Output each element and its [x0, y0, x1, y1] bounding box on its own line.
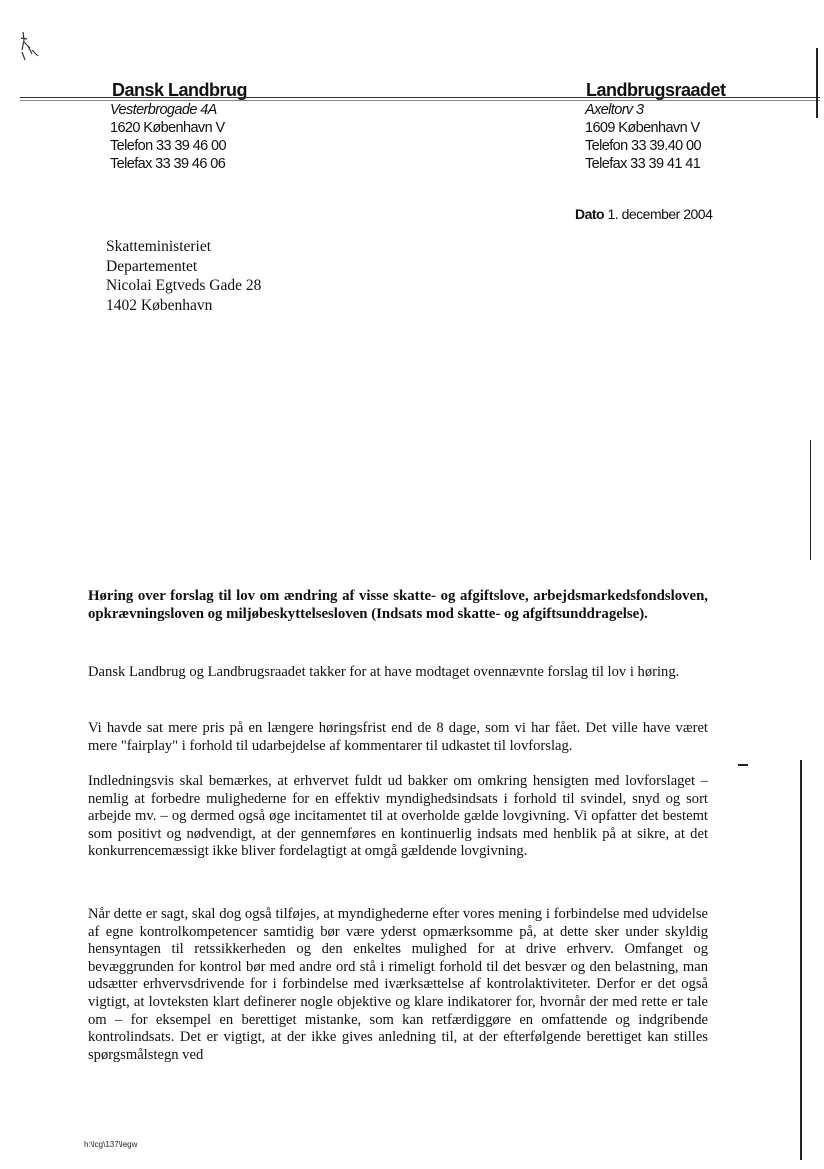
- sender-left-street: Vesterbrogade 4A: [110, 102, 217, 118]
- sender-right-phone: Telefon 33 39.40 00: [585, 138, 701, 154]
- subject-heading: Høring over forslag til lov om ændring af visse skatte- og afgiftslove, arbejdsmarkedsfondsloven, opkrævningsloven og miljøbeskyttelsesloven (Indsats mod skatte- og afgiftsunddragelse).: [88, 588, 708, 622]
- scan-edge-mark-1: [816, 48, 818, 118]
- sender-right-city: 1609 København V: [585, 120, 700, 136]
- sender-left-address: [110, 101, 226, 173]
- sender-right-fax: Telefax 33 39 41 41: [585, 156, 701, 172]
- scan-mark-icon: [18, 30, 42, 64]
- sender-right-name: Landbrugsraadet: [586, 80, 726, 100]
- sender-left-phone: Telefon 33 39 46 00: [110, 138, 226, 154]
- sender-right-street: Axeltorv 3: [585, 102, 644, 118]
- sender-left-name: Dansk Landbrug: [112, 80, 248, 100]
- recipient-address: [106, 237, 261, 315]
- footer-file-path: h:\lcg\137\legw: [84, 1140, 138, 1149]
- letterhead-rule-bottom: [20, 100, 820, 101]
- scan-dash-mark: [738, 764, 748, 766]
- body-paragraph-2: Vi havde sat mere pris på en længere høringsfrist end de 8 dage, som vi har fået. Det ville have været mere "fairplay" i forhold til udarbejdelse af kommentarer til udkastet til lovforslag.: [88, 720, 708, 754]
- sender-right-address: [585, 101, 701, 173]
- sender-left-city: 1620 København V: [110, 120, 225, 136]
- body-paragraph-4: Når dette er sagt, skal dog også tilføjes, at myndighederne efter vores mening i forbindelse med udvidelse af egne kontrolkompetencer samtidig bør være yderst opmærksomme på, at dette sker under skyldig hensyntagen til retssikkerheden og den enkeltes mulighed for at drive erhverv. Omfanget og bevæggrunden for kontrol bør med andre ord stå i rimeligt forhold til det besvær og den belastning, man udsætter erhvervsdrivende for i forbindelse med iværksættelse af kontrolaktiviteter. Derfor er det også vigtigt, at lovteksten klart definerer nogle objektive og klare indikatorer for, hvornår der med rette er tale om – for eksempel en berettiget mistanke, som kan retfærdiggøre en omfattende og indgribende kontrolindsats. Det er vigtigt, at der ikke gives anledning til, at der efterfølgende berettiget kan stilles spørgsmålstegn ved: [88, 906, 708, 1063]
- scan-edge-mark-2: [810, 440, 811, 560]
- date-value: 1. december 2004: [607, 206, 713, 222]
- recipient-line-1: Skatteministeriet: [106, 238, 212, 255]
- scan-edge-mark-3: [800, 760, 802, 1160]
- recipient-line-4: 1402 København: [106, 296, 213, 314]
- letterhead-rule-top: [20, 97, 820, 98]
- sender-left-fax: Telefax 33 39 46 06: [110, 156, 226, 172]
- body-paragraph-1: Dansk Landbrug og Landbrugsraadet takker for at have modtaget ovennævnte forslag til lov i høring.: [88, 664, 680, 680]
- body-paragraph-3: Indledningsvis skal bemærkes, at erhvervet fuldt ud bakker om omkring hensigten med lovforslaget – nemlig at forbedre mulighederne for en effektiv myndighedsindsats i forhold til svindel, snyd og sort arbejde mv. – og dermed også øge incitamentet til at overholde gælde lovgivning. Vi opfatter det bestemt som positivt og nødvendigt, at der gennemføres en kontinuerlig indsats med henblik på at sikre, at det konkurrencemæssigt ikke bliver fordelagtigt at omgå gældende lovgivning.: [88, 773, 708, 860]
- recipient-line-2: Departementet: [106, 257, 198, 275]
- recipient-line-3: Nicolai Egtveds Gade 28: [106, 277, 262, 294]
- date-label: Dato: [575, 206, 605, 222]
- letter-date: [575, 206, 712, 222]
